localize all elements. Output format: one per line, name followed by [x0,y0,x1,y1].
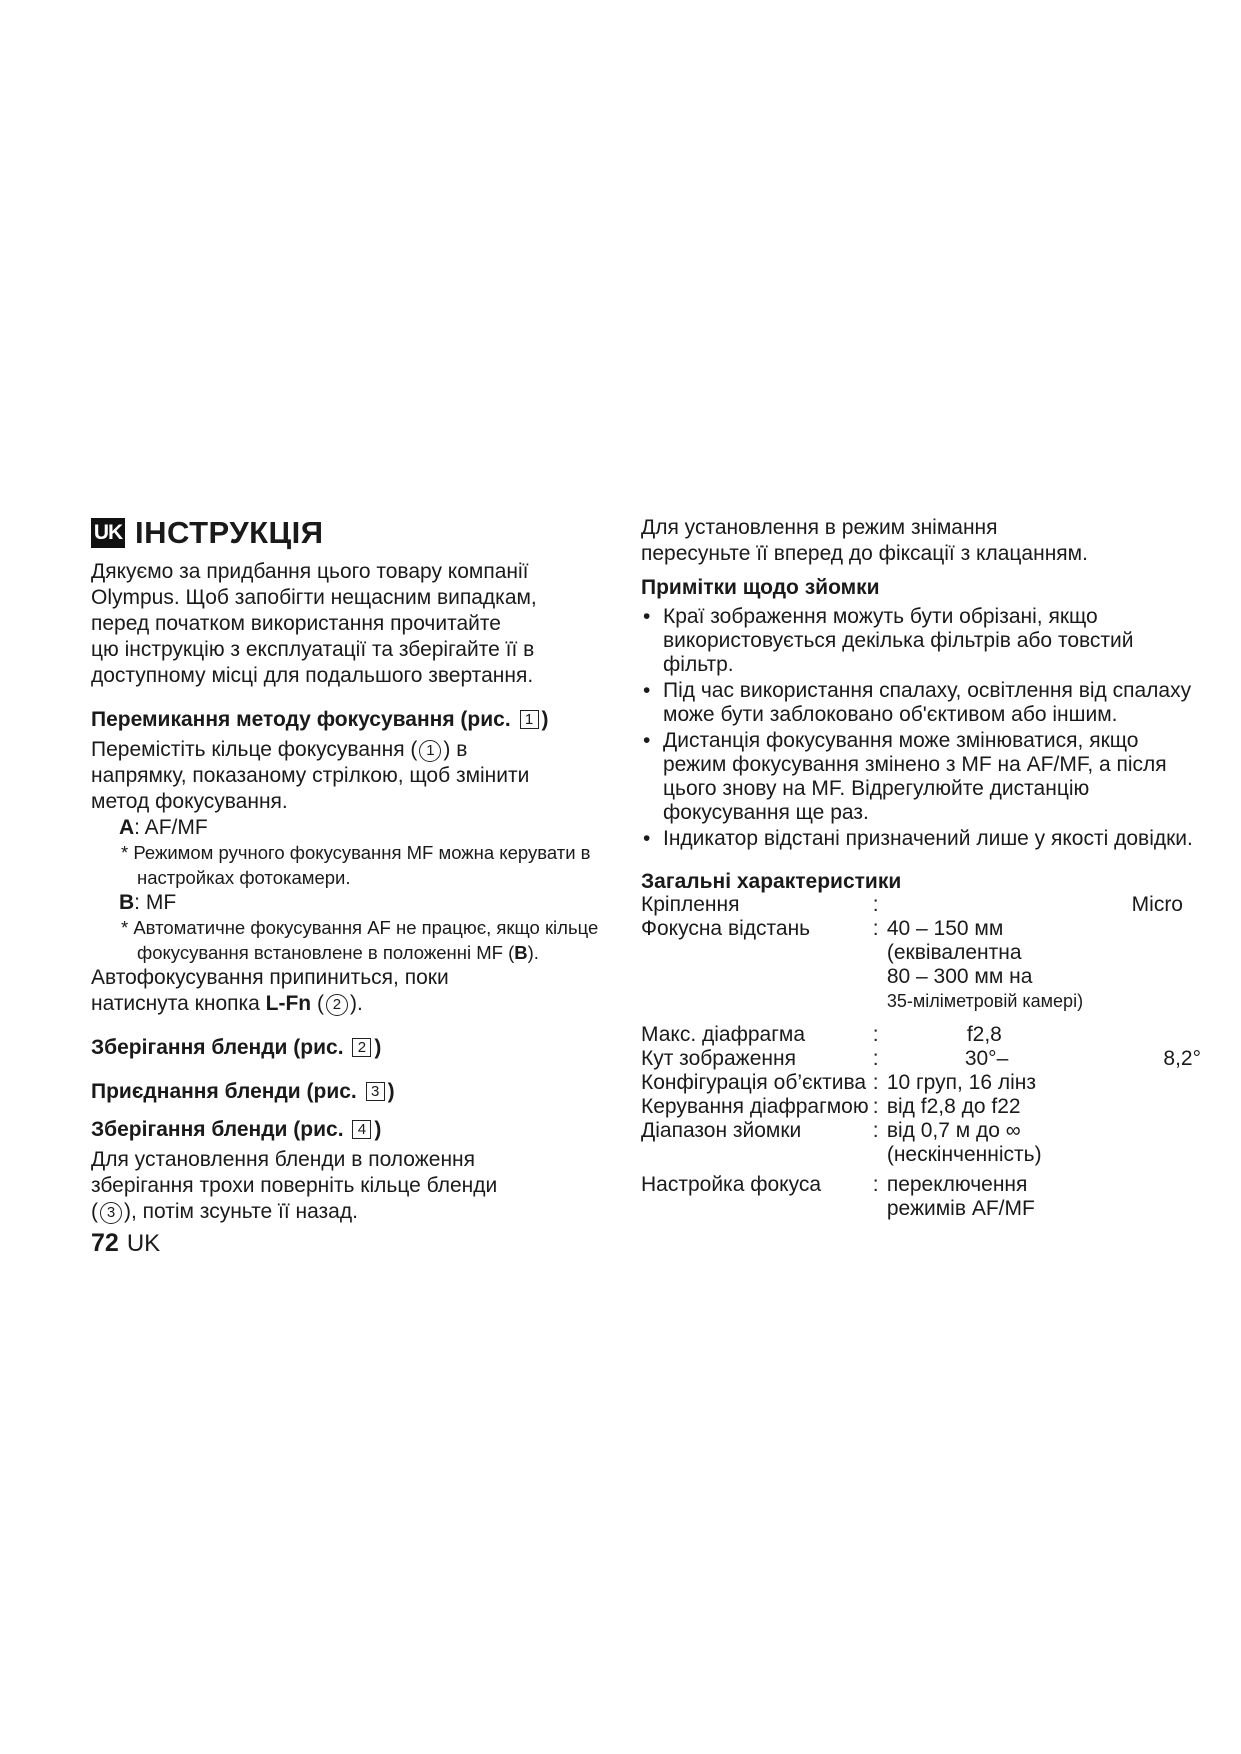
spec-value: f2,8 [966,1023,1002,1046]
intro-paragraph [91,559,611,689]
spec-label: Настройка фокуса [641,1173,822,1196]
spec-row-focal [641,917,1201,1013]
left-column [91,515,611,1225]
heading-text: Зберігання бленди (рис. [91,1118,344,1141]
note-item: • Під час використання спалаху, освітлення від спалаху може бути заблоковано об'єктивом або іншим. [641,679,1201,727]
option-b [119,890,611,915]
specs-table [641,893,1201,1221]
spec-label: Діапазон зйомки [641,1119,802,1142]
spec-colon: : [872,1071,879,1094]
page-footer [91,1229,160,1258]
text-run: ), потім зсуньте її назад. [124,1200,358,1223]
spec-colon: : [872,917,879,940]
spec-colon: : [872,1173,879,1196]
spec-value: 10 груп, 16 лінз [886,1071,1037,1094]
spec-value [887,1047,1201,1071]
page-number: 72 [91,1229,119,1257]
text-run: напрямку, показаному стрілкою, щоб змінити [91,764,530,787]
callout-number: 1 [419,740,441,762]
text-run: ) в [443,738,468,761]
spec-row-range [641,1119,1201,1167]
spec-label: Керування діафрагмою [641,1095,869,1118]
spec-value-split [887,1047,1201,1071]
text-run: зберігання трохи поверніть кільце бленди [91,1174,498,1197]
right-column [641,515,1201,1221]
text-run: ). [349,992,363,1015]
text-run: ( [91,1200,98,1223]
spec-row-config [641,1071,1201,1095]
spec-value-line: 80 – 300 мм на [886,965,1033,988]
spec-value-line: режимів AF/MF [886,1197,1035,1220]
spec-colon: : [872,1047,879,1070]
spec-row-mount [641,893,1201,917]
focus-method-paragraph [91,737,611,815]
page-language: UK [126,1230,161,1257]
text-run: Для установлення в режим знімання [641,516,998,539]
page-title: ІНСТРУКЦІЯ [135,515,324,550]
figure-ref: 3 [366,1082,385,1101]
option-a [119,815,611,840]
text-run: Автофокусування припиниться, поки [91,966,449,989]
language-badge: UK [91,518,125,548]
spec-row-focus [641,1173,1201,1221]
option-value: : AF/MF [134,816,208,839]
title-row [91,515,611,551]
spec-label: Кут зображення [641,1047,796,1070]
intro-line: цю інструкцію з експлуатації та зберігайте її в [91,638,535,661]
section-heading-hood-storage: Зберігання бленди (рис. 2 ) [91,1036,382,1059]
option-key: A [119,816,135,839]
autofocus-paragraph [91,965,611,1017]
spec-value-part: 8,2° [1163,1047,1201,1070]
specs-heading: Загальні характеристики [641,870,902,893]
shooting-mode-paragraph [641,515,1201,567]
spec-value-line: 35-міліметровій камері) [886,991,1084,1011]
text-run: пересуньте її вперед до фіксації з клацанням. [641,542,1088,565]
figure-ref: 1 [520,710,539,729]
heading-text: Зберігання бленди (рис. [91,1036,344,1059]
option-key: B [119,891,135,914]
notes-list [641,605,1201,851]
spec-value: від f2,8 до f22 [886,1095,1021,1118]
spec-colon: : [872,1119,879,1142]
text-run: натиснута кнопка [91,992,266,1015]
note-b [121,915,611,965]
option-value: : MF [134,891,177,914]
text-run: B [514,942,528,963]
hood-storage-paragraph [91,1147,611,1225]
spec-value [887,1119,1201,1167]
spec-value [887,917,1201,1013]
spec-value-line: (нескінченність) [886,1143,1042,1166]
spec-row-diaphragm [641,1095,1201,1119]
text-run: ( [311,992,324,1015]
intro-line: Olympus. Щоб запобігти нещасним випадкам, [91,586,537,609]
figure-ref: 4 [352,1120,371,1139]
spec-label: Кріплення [641,893,740,916]
spec-colon: : [872,1023,879,1046]
spec-label: Фокусна відстань [641,917,811,940]
callout-number: 3 [100,1202,122,1224]
heading-text: Приєднання бленди (рис. [91,1080,357,1103]
figure-ref: 2 [352,1038,371,1057]
intro-line: доступному місці для подальшого звертання. [91,664,534,687]
spec-value-line: 40 – 150 мм [886,917,1004,940]
text-run: ). [527,942,539,963]
spec-colon: : [872,893,879,916]
text-run: * Автоматичне фокусування AF не працює, якщо кільце фокусування встановлене в положенні MF ( [121,917,599,963]
notes-heading: Примітки щодо зйомки [641,576,880,599]
spec-label: Конфігурація об’єктива [641,1071,867,1094]
text-run: метод фокусування. [91,790,288,813]
heading-text: Перемикання методу фокусування (рис. [91,708,511,731]
text-run: Для установлення бленди в положення [91,1148,476,1171]
spec-colon: : [872,1095,879,1118]
intro-line: Дякуємо за придбання цього товару компанії [91,560,529,583]
spec-value [887,1173,1201,1221]
section-heading-hood-attach: Приєднання бленди (рис. 3 ) [91,1080,395,1103]
section-heading-hood-storage-2: Зберігання бленди (рис. 4 ) [91,1118,382,1141]
spec-value: Micro [1131,893,1183,916]
spec-value-line: переключення [886,1173,1028,1196]
callout-number: 2 [326,994,348,1016]
intro-line: перед початком використання прочитайте [91,612,501,635]
button-name: L-Fn [265,992,312,1015]
spec-label: Макс. діафрагма [641,1023,806,1046]
spec-row-angle [641,1047,1201,1071]
spec-value-part: 30°– [964,1047,1009,1070]
note-item: • Краї зображення можуть бути обрізані, якщо використовується декілька фільтрів або товстий фільтр. [641,605,1201,677]
note-item: • Індикатор відстані призначений лише у якості довідки. [641,827,1201,851]
text-run: Перемістіть кільце фокусування ( [91,738,418,761]
note-a: * Режимом ручного фокусування MF можна керувати в настройках фотокамери. [121,842,591,888]
spec-value-line: (еквівалентна [886,941,1022,964]
section-heading-focus-method: Перемикання методу фокусування (рис. 1 ) [91,708,549,731]
note-item: • Дистанція фокусування може змінюватися, якщо режим фокусування змінено з MF на AF/MF, а після цього знову на MF. Відрегулюйте дистанцію фокусування ще раз. [641,729,1201,825]
spec-value-line: від 0,7 м до ∞ [886,1119,1021,1142]
spec-row-aperture [641,1023,1201,1047]
